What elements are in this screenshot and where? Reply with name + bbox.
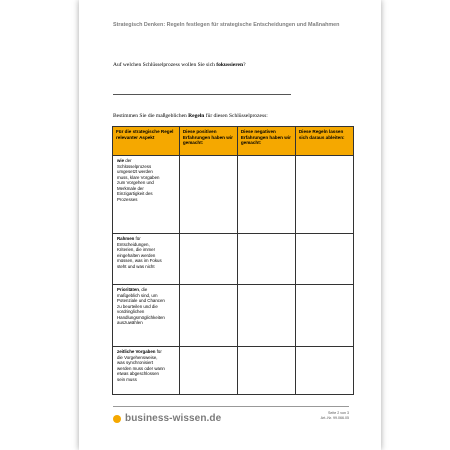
- table-row: [113, 285, 354, 347]
- table-header-row: [113, 127, 354, 156]
- negative-cell[interactable]: [237, 156, 295, 234]
- header-negative: Diese negativen Erfahrungen haben wir gemacht:: [237, 127, 295, 156]
- negative-cell[interactable]: [237, 285, 295, 347]
- header-rules: Diese Regeln lassen sich daraus ableiten:: [295, 127, 353, 156]
- table-row: [113, 347, 354, 395]
- footer-divider: [113, 406, 349, 407]
- document-page: [79, 0, 381, 450]
- aspect-cell: Rahmen für Entscheidungen, Kriterien, die immer eingehalten werden müssen, was im Fokus steht und was nicht: [113, 234, 180, 285]
- negative-cell[interactable]: [237, 347, 295, 395]
- header-positive: Diese positiven Erfahrungen haben wir gemacht:: [179, 127, 237, 156]
- page-info: [321, 411, 349, 422]
- instruction-text: Bestimmen Sie die maßgeblichen Regeln für diesen Schlüsselprozess:: [113, 113, 268, 119]
- table-row: [113, 234, 354, 285]
- rules-table: [112, 126, 354, 395]
- answer-line: [113, 94, 291, 95]
- positive-cell[interactable]: [179, 156, 237, 234]
- rules-cell[interactable]: [295, 285, 353, 347]
- positive-cell[interactable]: [179, 234, 237, 285]
- logo-text: business-wissen.de: [125, 413, 222, 424]
- question-text: Auf welchen Schlüsselprozess wollen Sie sich fokussieren?: [113, 62, 246, 68]
- header-aspect: Für die strategische Regel relevanter Aspekt: [113, 127, 180, 156]
- page-header: Strategisch Denken: Regeln festlegen für strategische Entscheidungen und Maßnahmen: [113, 22, 340, 28]
- positive-cell[interactable]: [179, 285, 237, 347]
- positive-cell[interactable]: [179, 347, 237, 395]
- table-row: [113, 156, 354, 234]
- business-wissen-logo: [113, 413, 221, 424]
- logo-dot-icon: [113, 415, 121, 423]
- aspect-cell: zeitliche Vorgaben für die Vorgehensweise, was synchronisiert werden muss oder wann etwas abgeschlossen sein muss: [113, 347, 180, 395]
- rules-cell[interactable]: [295, 347, 353, 395]
- page-number: Seite 2 von 3: [328, 411, 349, 415]
- aspect-cell: Prioritäten, die maßgeblich sind, um Potenziale und Chancen zu beurteilen und die vordringlichen Handlungsmöglichkeiten auszuwählen: [113, 285, 180, 347]
- article-number: Art.-Nr. 99.066.05: [320, 416, 349, 421]
- negative-cell[interactable]: [237, 234, 295, 285]
- rules-cell[interactable]: [295, 156, 353, 234]
- aspect-cell: wie der Schlüsselprozess umgesetzt werden muss, klare Vorgaben zum Vorgehen und Merkmale der Einzigartigkeit des Prozesses: [113, 156, 180, 234]
- rules-cell[interactable]: [295, 234, 353, 285]
